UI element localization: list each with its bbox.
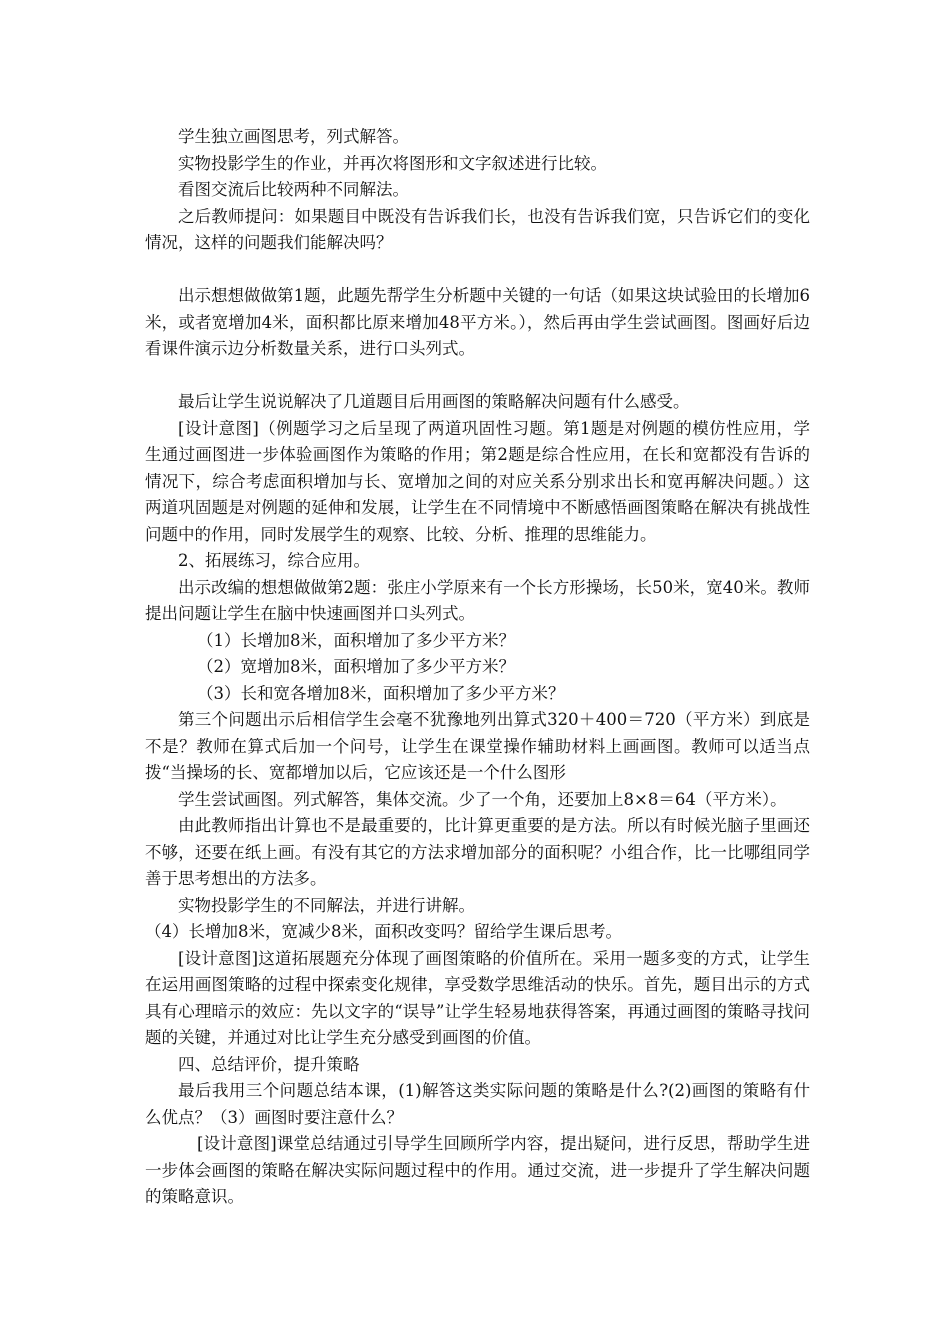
paragraph: 实物投影学生的不同解法，并进行讲解。 bbox=[178, 895, 475, 915]
paragraph: [设计意图]课堂总结通过引导学生回顾所学内容，提出疑问，进行反思，帮助学生进一步体会画图的策略在解决实际问题过程中的作用。通过交流，进一步提升了学生解决问题的策略意识。 bbox=[145, 1134, 810, 1206]
list-item: （3）长和宽各增加8米，面积增加了多少平方米？ bbox=[197, 683, 565, 703]
paragraph: 第三个问题出示后相信学生会毫不犹豫地列出算式320＋400＝720（平方米）到底是不是？教师在算式后加一个问号，让学生在课堂操作辅助材料上画画图。教师可以适当点拨“当操场的长、宽都增加以后，它应该还是一个什么图形 bbox=[145, 710, 810, 782]
paragraph: [设计意图]（例题学习之后呈现了两道巩固性习题。第1题是对例题的模仿性应用，学生通过画图进一步体验画图作为策略的作用；第2题是综合性应用，在长和宽都没有告诉的情况下，综合考虑面积增加与长、宽增加之间的对应关系分别求出长和宽再解决问题。）这两道巩固题是对例题的延伸和发展，让学生在不同情境中不断感悟画图策略在解决有挑战性问题中的作用，同时发展学生的观察、比较、分析、推理的思维能力。 bbox=[145, 418, 810, 544]
paragraph: 最后让学生说说解决了几道题目后用画图的策略解决问题有什么感受。 bbox=[178, 392, 690, 411]
document-body bbox=[145, 124, 810, 1211]
paragraph: [设计意图]这道拓展题充分体现了画图策略的价值所在。采用一题多变的方式，让学生在运用画图策略的过程中探索变化规律，享受数学思维活动的快乐。首先，题目出示的方式具有心理暗示的效应：先以文字的“误导”让学生轻易地获得答案，再通过画图的策略寻找问题的关键，并通过对比让学生充分感受到画图的价值。 bbox=[145, 948, 810, 1047]
list-item: （4）长增加8米，宽减少8米，面积改变吗？留给学生课后思考。 bbox=[145, 922, 622, 941]
paragraph: 实物投影学生的作业，并再次将图形和文字叙述进行比较。 bbox=[178, 153, 607, 173]
list-item: （1）长增加8米，面积增加了多少平方米？ bbox=[197, 630, 515, 650]
paragraph: 看图交流后比较两种不同解法。 bbox=[178, 180, 409, 199]
paragraph: 出示想想做做第1题，此题先帮学生分析题中关键的一句话（如果这块试验田的长增加6米，或者宽增加4米，面积都比原来增加48平方米。），然后再由学生尝试画图。图画好后边看课件演示边分析数量关系，进行口头列式。 bbox=[145, 286, 810, 358]
paragraph: 由此教师指出计算也不是最重要的，比计算更重要的是方法。所以有时候光脑子里画还不够，还要在纸上画。有没有其它的方法求增加部分的面积呢？小组合作，比一比哪组同学善于思考想出的方法多。 bbox=[145, 816, 810, 888]
paragraph: 之后教师提问：如果题目中既没有告诉我们长，也没有告诉我们宽，只告诉它们的变化情况，这样的问题我们能解决吗？ bbox=[145, 206, 810, 252]
paragraph: 学生独立画图思考，列式解答。 bbox=[178, 127, 409, 146]
section-heading: 四、总结评价，提升策略 bbox=[178, 1054, 360, 1074]
list-item: （2）宽增加8米，面积增加了多少平方米？ bbox=[197, 657, 515, 676]
blank-line bbox=[145, 257, 810, 284]
paragraph: 出示改编的想想做做第2题：张庄小学原来有一个长方形操场，长50米，宽40米。教师提出问题让学生在脑中快速画图并口头列式。 bbox=[145, 577, 810, 623]
section-heading: 2、拓展练习，综合应用。 bbox=[178, 551, 370, 570]
blank-line bbox=[145, 363, 810, 390]
paragraph: 学生尝试画图。列式解答，集体交流。少了一个角，还要加上8×8＝64（平方米）。 bbox=[178, 789, 787, 809]
paragraph: 最后我用三个问题总结本课，(1)解答这类实际问题的策略是什么?(2)画图的策略有什么优点？（3）画图时要注意什么？ bbox=[145, 1081, 810, 1127]
